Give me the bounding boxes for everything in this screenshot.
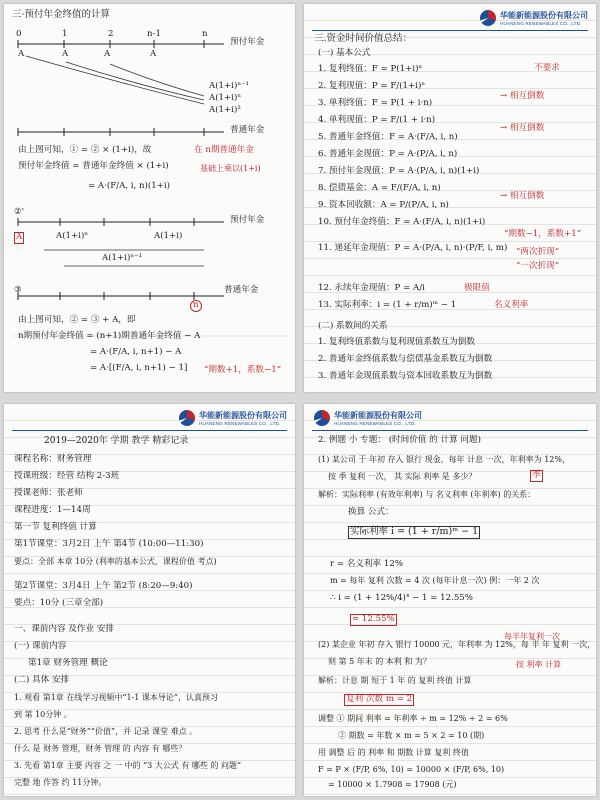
fv-term: A(1+i)² <box>209 105 241 115</box>
red-note: 名义利率 <box>494 300 529 310</box>
field-line: 课程进度：1—14周 <box>14 505 91 515</box>
analysis-line: 解析：实际利率 (有效年利率) 与 名义利率 (年利率) 的关系： <box>318 490 536 499</box>
fv-term: A(1+i) <box>154 231 183 241</box>
formula-item: 3. 单利终值：F = P(1 + i·n) <box>318 98 433 108</box>
company-logo-icon <box>179 410 195 426</box>
answer-box: ≈ 12.55% <box>352 614 395 624</box>
diagram-label: ③ <box>14 285 22 295</box>
formula-item: 1. 复利终值：F = P(1+i)ⁿ <box>318 64 423 74</box>
fv-term: A(1+i)ⁿ⁻¹ <box>209 81 250 91</box>
formula-item: 4. 单利现值：P = F/(1 + i·n) <box>318 115 436 125</box>
payment-label: A <box>62 49 69 59</box>
notes-page-examples <box>304 404 596 796</box>
formula-line: = A·(F/A, i, n)(1+i) <box>88 181 170 191</box>
red-note: “期数−1，系数+1” <box>504 229 582 239</box>
formula-item: 5. 普通年金终值：F = A·(F/A, i, n) <box>318 132 458 142</box>
formula-line: = A·[(F/A, i, n+1) − 1] <box>90 363 188 373</box>
field-line: 授课老师：张老师 <box>14 488 83 498</box>
note-line: n期预付年金终值 = (n+1)期普通年金终值 − A <box>18 331 201 341</box>
question-line: (1) 某公司 于 年初 存入 银行 现金，每年 计息 一次，年利率为 12%， <box>318 455 570 464</box>
fv-term: A(1+i)ⁿ <box>209 93 242 103</box>
red-note: “一次折现” <box>516 261 560 271</box>
item-line: 2. 思考 什么是“财务”“价值”，并 记录 课堂 难点 。 <box>14 727 198 736</box>
company-name-en: HUANENG RENEWABLES CO., LTD. <box>500 21 582 26</box>
section-heading: 一、课前内容 及作业 安排 <box>14 624 114 634</box>
company-name-cn: 华能新能源股份有限公司 <box>500 11 588 20</box>
company-header <box>480 10 588 26</box>
section-heading: 第一节 复利终值 计算 <box>14 522 97 532</box>
calc-line: ∴ i = (1 + 12%/4)⁴ − 1 = 12.55% <box>330 593 473 603</box>
calc-line: m = 每年 复利 次数 = 4 次 (每年计息一次) 例：一年 2 次 <box>330 576 540 585</box>
item-line: 完整 地 作答 约 11分钟。 <box>14 778 107 787</box>
question-line: (2) 某企业 年初 存入 银行 10000 元，年利率 为 12%，每 半 年 复利 一次， <box>318 640 596 649</box>
fv-term: A(1+i)ⁿ <box>56 231 89 241</box>
formula-item: 9. 资本回收额：A = P/(P/A, i, n) <box>318 200 449 210</box>
diagram-label-ordinary: 普通年金 <box>230 125 265 135</box>
company-name-cn: 华能新能源股份有限公司 <box>199 411 287 420</box>
formula-item: 2. 复利现值：P = F/(1+i)ⁿ <box>318 81 426 91</box>
sub-heading: (二) 具体 安排 <box>14 675 70 685</box>
company-name-en: HUANENG RENEWABLES CO., LTD. <box>199 421 281 426</box>
page-title: 2. 例题 小 专题： (时间价值 的 计算 问题) <box>318 435 481 445</box>
diagram-label: ②' <box>14 207 25 217</box>
page-title: 三.资金时间价值总结： <box>314 33 413 44</box>
item-line: 到 第 10分钟 。 <box>14 710 72 719</box>
formula-line: = A·(F/A, i, n+1) − A <box>90 347 182 357</box>
step-line: 用 调整 后 的 利率 和 期数 计算 复利 终值 <box>318 748 469 757</box>
note-line: 预付年金终值 = 普通年金终值 × (1+i) <box>18 161 169 171</box>
notes-page-annuity-due-future-value <box>4 4 295 392</box>
relation-item: 2. 普通年金终值系数与偿债基金系数互为倒数 <box>318 354 493 364</box>
calc-line: r = 名义利率 12% <box>330 559 403 569</box>
red-note: → 相互倒数 <box>500 191 545 201</box>
plan-line: 第2节课堂：3月4日 上午 第2节 (8:20—9:40) <box>14 581 193 591</box>
field-line: 课程名称：财务管理 <box>14 454 92 464</box>
formula-box: 实际利率 i = (1 + r/m)ᵐ − 1 <box>350 526 479 537</box>
notes-page-summary <box>304 4 596 392</box>
sub-line: 第1章 财务管理 概论 <box>28 658 108 668</box>
payment-label: A <box>150 49 157 59</box>
company-header <box>179 410 287 426</box>
formula-item: 11. 递延年金现值：P = A·(P/A, i, n)·(P/F, i, m) <box>318 243 508 253</box>
page-title: 三·预付年金终值的计算 <box>12 9 111 20</box>
red-note: 不要求 <box>534 63 560 73</box>
company-name-cn: 华能新能源股份有限公司 <box>334 411 422 420</box>
formula-item: 12. 永续年金现值：P = A/i <box>318 283 425 293</box>
step-line: F = P × (F/P, 6%, 10) = 10000 × (F/P, 6%, 10) <box>318 765 505 774</box>
red-note: 极限值 <box>464 283 490 293</box>
item-line: 什么 是 财务 管理，财务 管理 的 内容 有 哪些？ <box>14 744 187 753</box>
diagram-label-annuity-due: 预付年金 <box>230 37 265 47</box>
company-logo-icon <box>314 410 330 426</box>
formula-item: 10. 预付年金终值：F = A·(F/A, i, n)(1+i) <box>318 217 486 227</box>
notes-page-course-plan <box>4 404 295 796</box>
plan-line: 要点：全部 本章 10分 (利率的基本公式，课程价值 考点) <box>14 557 217 566</box>
field-line: 授课班级：经管 结构 2-3班 <box>14 471 120 481</box>
red-note: 按 利率 计算 <box>516 660 562 669</box>
red-note: → 相互倒数 <box>500 123 545 133</box>
red-note: “期数+1，系数−1” <box>204 365 282 375</box>
formula-item: 13. 实际利率：i = (1 + r/m)ᵐ − 1 <box>318 300 457 310</box>
company-name-en: HUANENG RENEWABLES CO., LTD. <box>334 421 416 426</box>
plan-line: 要点：10分 (三章全部) <box>14 598 104 608</box>
sub-heading: (一) 课前内容 <box>14 641 67 651</box>
boxed-term: 季 <box>532 470 541 480</box>
red-note: 在 n期普通年金 <box>194 145 254 155</box>
question-line: 按 季 复利 一次， 其 实际 利率 是 多少？ <box>328 472 477 481</box>
step-line: = 10000 × 1.7908 = 17908 (元) <box>328 780 457 789</box>
formula-item: 8. 偿债基金：A = F/(F/A, i, n) <box>318 183 441 193</box>
red-note: 每半年复利一次 <box>504 632 560 641</box>
analysis-line: 解析：计息 期 短于 1 年 的 复利 终值 计算 <box>318 676 472 685</box>
red-note: “两次折现” <box>516 247 560 257</box>
section-heading: (二) 系数间的关系 <box>318 321 388 331</box>
tick-1: 1 <box>62 29 68 39</box>
question-line: 则 第 5 年末 的 本利 和 为？ <box>328 657 431 666</box>
red-note: 基础上乘以(1+i) <box>200 164 261 173</box>
diagram-label-ordinary: 普通年金 <box>224 285 259 295</box>
boxed-term: 复利 次数 m = 2 <box>346 694 413 704</box>
note-line: 由上图可知，① = ② × (1+i)，故 <box>18 145 152 155</box>
relation-item: 1. 复利终值系数与复利现值系数互为倒数 <box>318 337 476 347</box>
section-heading: (一) 基本公式 <box>318 48 371 58</box>
company-logo-icon <box>480 10 496 26</box>
boxed-payment: A <box>16 232 23 242</box>
circled-n: n <box>190 300 202 312</box>
item-line: 3. 先看 第1章 主要 内容 之 一 中的 “3 大公式 有 哪些 的 问题” <box>14 761 242 770</box>
formula-item: 6. 普通年金现值：P = A·(P/A, i, n) <box>318 149 458 159</box>
tick-n-1: n-1 <box>147 29 161 39</box>
diagram-label-annuity-due: 预付年金 <box>230 215 265 225</box>
tick-n: n <box>202 29 208 39</box>
payment-label: A <box>104 49 111 59</box>
company-header <box>314 410 422 426</box>
fv-term: A(1+i)ⁿ⁻¹ <box>102 253 143 263</box>
item-line: 1. 观看 第1章 在线学习视频中“1-1 课本导论”，认真预习 <box>14 693 218 702</box>
step-line: ② 期数 = 年数 × m = 5 × 2 = 10 (期) <box>338 731 485 740</box>
formula-item: 7. 预付年金现值：P = A·(P/A, i, n)(1+i) <box>318 166 480 176</box>
relation-item: 3. 普通年金现值系数与资本回收系数互为倒数 <box>318 371 493 381</box>
note-line: 由上图可知，② = ③ + A，即 <box>18 315 136 325</box>
tick-0: 0 <box>16 29 22 39</box>
plan-line: 第1节课堂：3月2日 上午 第4节 (10:00—11:30) <box>14 539 204 549</box>
formula-label: 换算 公式： <box>348 507 394 517</box>
step-line: 调整 ① 期间 利率 = 年利率 ÷ m = 12% ÷ 2 = 6% <box>318 714 508 723</box>
doc-title: 2019—2020年 学期 教学 精彩记录 <box>44 436 189 446</box>
tick-2: 2 <box>108 29 114 39</box>
red-note: → 相互倒数 <box>500 91 545 101</box>
payment-label: A <box>18 49 25 59</box>
